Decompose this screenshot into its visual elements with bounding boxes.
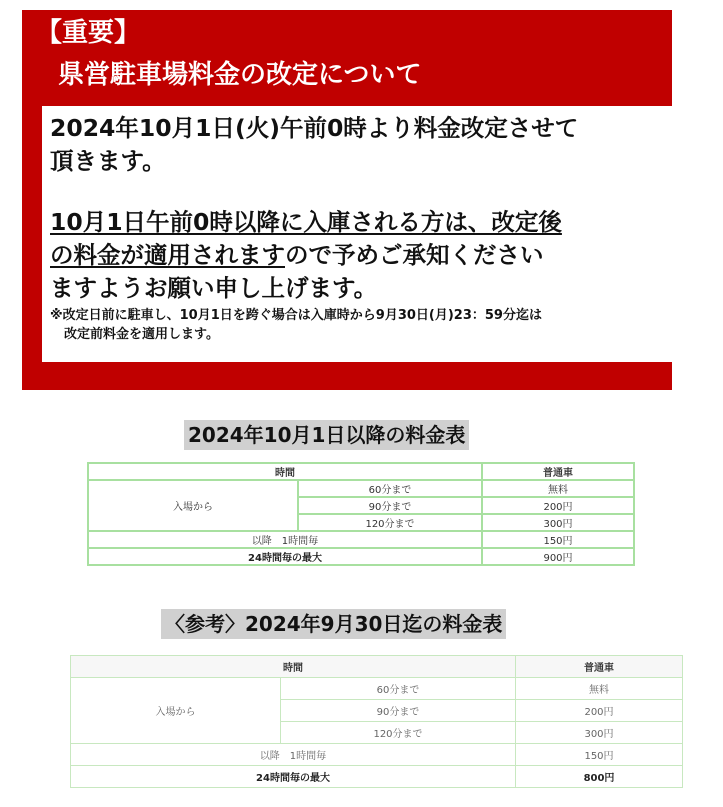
hourly-label: 以降 1時間毎: [88, 531, 482, 548]
notice-line-4-rest: ので予めご承知ください: [285, 241, 544, 269]
period-cell: 120分まで: [281, 722, 516, 744]
period-cell: 120分まで: [298, 514, 482, 531]
table-row: [88, 480, 634, 497]
max-label: 24時間毎の最大: [71, 766, 516, 788]
max-fee: 800円: [516, 766, 683, 788]
max-fee: 900円: [482, 548, 634, 565]
important-tag: 【重要】: [36, 18, 141, 48]
new-fee-table: [87, 462, 635, 566]
header-vehicle: 普通車: [482, 463, 634, 480]
table-row: [71, 766, 683, 788]
notice-line-4-underlined: の料金が適用されます: [50, 241, 285, 269]
header-vehicle: 普通車: [516, 656, 683, 678]
old-fee-table: [70, 655, 683, 788]
table-row: [71, 678, 683, 700]
period-cell: 90分まで: [298, 497, 482, 514]
notice-line-1: 2024年10月1日(火)午前0時より料金改定させて: [50, 114, 579, 142]
entry-label: 入場から: [71, 678, 281, 744]
fee-cell: 300円: [482, 514, 634, 531]
header-time: 時間: [71, 656, 516, 678]
notice-line-5: ますようお願い申し上げます。: [50, 274, 378, 302]
hourly-fee: 150円: [516, 744, 683, 766]
table-row: [88, 548, 634, 565]
hourly-label: 以降 1時間毎: [71, 744, 516, 766]
fee-cell: 無料: [482, 480, 634, 497]
old-fee-table-heading: 〈参考〉2024年9月30日迄の料金表: [161, 609, 506, 639]
period-cell: 60分まで: [281, 678, 516, 700]
new-fee-table-heading: 2024年10月1日以降の料金表: [184, 420, 469, 450]
hourly-fee: 150円: [482, 531, 634, 548]
notice-line-2: 頂きます。: [50, 147, 166, 175]
table-header-row: [88, 463, 634, 480]
period-cell: 60分まで: [298, 480, 482, 497]
table-header-row: [71, 656, 683, 678]
period-cell: 90分まで: [281, 700, 516, 722]
notice-footnote-2: 改定前料金を適用します。: [64, 327, 219, 342]
table-row: [71, 744, 683, 766]
header-time: 時間: [88, 463, 482, 480]
entry-label: 入場から: [88, 480, 298, 531]
table-row: [88, 531, 634, 548]
max-label: 24時間毎の最大: [88, 548, 482, 565]
fee-cell: 無料: [516, 678, 683, 700]
fee-cell: 200円: [516, 700, 683, 722]
notice-title: 県営駐車場料金の改定について: [58, 60, 422, 90]
notice-body: [42, 106, 672, 362]
fee-cell: 300円: [516, 722, 683, 744]
fee-cell: 200円: [482, 497, 634, 514]
notice-footnote-1: ※改定日前に駐車し、10月1日を跨ぐ場合は入庫時から9月30日(月)23：59分迄は: [50, 308, 542, 323]
notice-line-3: 10月1日午前0時以降に入庫される方は、改定後: [50, 208, 562, 236]
important-notice-banner: [22, 10, 672, 390]
